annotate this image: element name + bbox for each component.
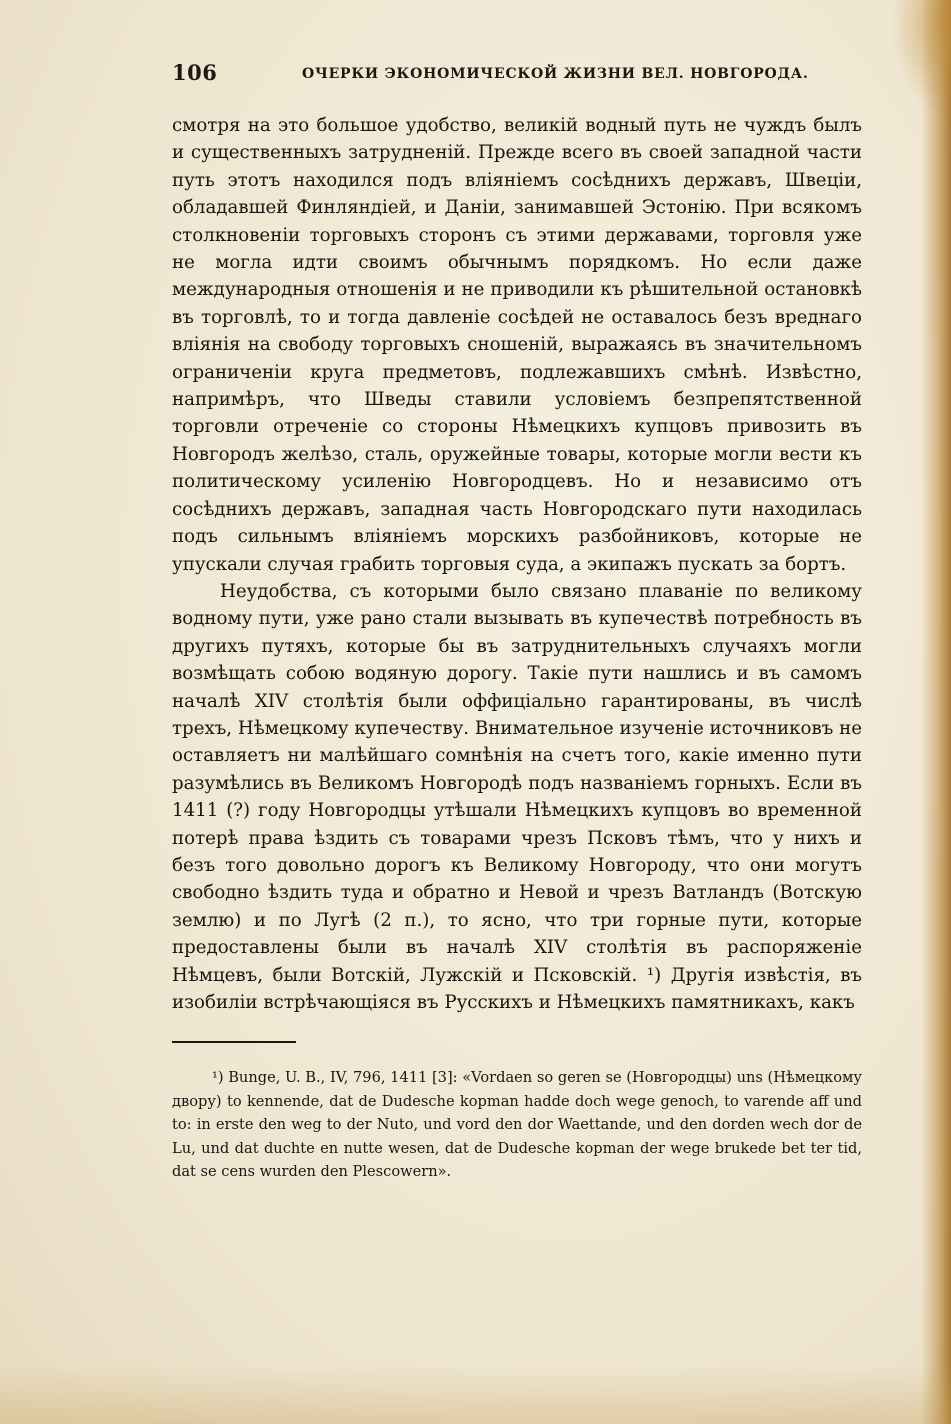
corner-stain <box>891 0 951 120</box>
paragraph-2: Неудобства, съ которыми было связано плаваніе по великому водному пути, уже рано стали вызывать въ купечествѣ потребность въ другихъ путяхъ, которые бы въ затруднительныхъ случаяхъ могли возмѣщать собою водяную дорогу. Такіе пути нашлись и въ самомъ началѣ XIV столѣтія были оффиціально гарантированы, въ числѣ трехъ, Нѣмецкому купечеству. Внимательное изученіе источниковъ не оставляетъ ни малѣйшаго сомнѣнія на счетъ того, какіе именно пути разумѣлись въ Великомъ Новгородѣ подъ названіемъ горныхъ. Если въ 1411 (?) году Новгородцы утѣшали Нѣмецкихъ купцовъ во временной потерѣ права ѣздить съ товарами чрезъ Псковъ тѣмъ, что у нихъ и безъ того довольно дорогъ къ Великому Новгороду, что они могутъ свободно ѣздить туда и обратно и Невой и чрезъ Ватландъ (Вотскую землю) и по Лугѣ (2 п.), то ясно, что три горные пути, которые предоставлены были въ началѣ XIV столѣтія въ распоряженіе Нѣмцевъ, были Вотскій, Лужскій и Псковскій. ¹) Другія извѣстія, въ изобиліи встрѣчающіяся въ Русскихъ и Нѣмецкихъ памятникахъ, какъ <box>172 580 862 1013</box>
paragraph-1: смотря на это большое удобство, великій водный путь не чуждъ былъ и существенныхъ затрудненій. Прежде всего въ своей западной части путь этотъ находился подъ вліяніемъ сосѣднихъ державъ, Швеціи, обладавшей Финляндіей, и Даніи, занимавшей Эстонію. При всякомъ столкновеніи торговыхъ сторонъ съ этими державами, торговля уже не могла идти своимъ обычнымъ порядкомъ. Но если даже международныя отношенія и не приводили къ рѣшительной остановкѣ въ торговлѣ, то и тогда давленіе сосѣдей не оставалось безъ вреднаго вліянія на свободу торговыхъ сношеній, выражаясь въ значительномъ ограниченіи круга предметовъ, подлежавшихъ смѣнѣ. Извѣстно, напримѣръ, что Шведы ставили условіемъ безпрепятственной торговли отреченіе со стороны Нѣмецкихъ купцовъ привозить въ Новгородъ желѣзо, сталь, оружейные товары, которые могли вести къ политическому усиленію Новгородцевъ. Но и независимо отъ сосѣднихъ державъ, западная часть Новгородскаго пути находилась подъ сильнымъ вліяніемъ морскихъ разбойниковъ, которые не упускали случая грабить торговыя суда, а экипажъ пускать за бортъ. <box>172 115 862 575</box>
footnote-text: ¹) Bunge, U. B., IV, 796, 1411 [3]: «Vordaen so geren se (Новгородцы) uns (Нѣмецкому двору) to kennende, dat de Dudesche kopman hadde doch wege genoch, to varende aff und to: in erste den weg to der Nuto, und vord den dor Waettande, und den dorden wech dor de Lu, und dat duchte en nutte wesen, dat de Dudesche kopman der wege brukede bet ter tid, dat se cens wurden den Plescowern». <box>172 1069 862 1180</box>
page-edge-stain <box>921 0 951 1424</box>
page-header <box>172 60 862 92</box>
running-title: ОЧЕРКИ ЭКОНОМИЧЕСКОЙ ЖИЗНИ ВЕЛ. НОВГОРОДА. <box>302 66 809 82</box>
footnote-separator <box>172 1041 296 1043</box>
bottom-edge-tint <box>0 1364 951 1424</box>
page-number: 106 <box>172 60 218 85</box>
main-text <box>172 112 862 1016</box>
footnote <box>172 1066 862 1184</box>
